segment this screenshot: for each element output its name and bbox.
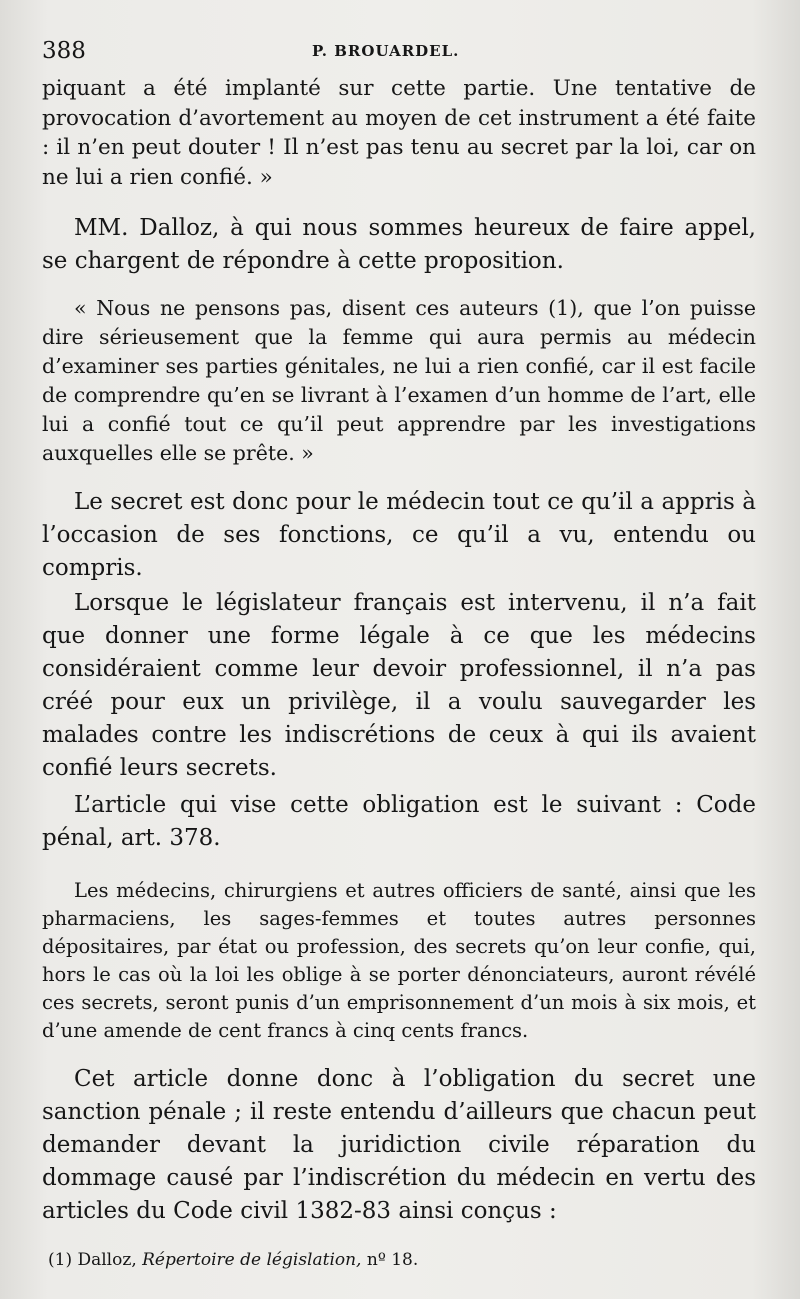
paragraph-code-penal-378: Les médecins, chirurgiens et autres officiers de santé, ainsi que les pharmaciens, les sages-femmes et toutes autres personnes dépositaires, par état ou profession, des secrets qu’on leur confie, qui, hors le cas où la loi les oblige à se porter dénonciateurs, auront révélé ces secrets, seront punis d’un emprisonnement d’un mois à six mois, et d’une amende de cent francs à cinq cents francs. bbox=[42, 879, 756, 1042]
paragraph-dalloz-quote: « Nous ne pensons pas, disent ces auteurs (1), que l’on puisse dire sérieusement que la femme qui aura permis au médecin d’examiner ses parties génitales, ne lui a rien confié, car il est facile de comprendre qu’en se livrant à l’examen d’un homme de l’art, elle lui a confié tout ce qu’il peut apprendre par les investigations auxquelles elle se prête. » bbox=[42, 296, 756, 465]
footnote-ref: nº 18. bbox=[366, 1250, 419, 1270]
paragraph-article-intro: L’article qui vise cette obligation est le suivant : Code pénal, art. 378. bbox=[42, 792, 756, 851]
footnote-title: Répertoire de législation, bbox=[142, 1250, 362, 1270]
running-head: P. BROUARDEL. bbox=[312, 42, 460, 60]
paragraph-continued: piquant a été implanté sur cette partie. Une tentative de provocation d’avortement au moyen de cet instrument a été faite : il n’en peut douter ! Il n’est pas tenu au secret par la loi, car on ne lui a rien confié. » bbox=[42, 76, 756, 190]
page-number: 388 bbox=[42, 38, 86, 64]
paragraph-civil-code: Cet article donne donc à l’obligation du secret une sanction pénale ; il reste entendu d’ailleurs que chacun peut demander devant la juridiction civile réparation du dommage causé par l’indiscrétion du médecin en vertu des articles du Code civil 1382-83 ainsi conçus : bbox=[42, 1066, 756, 1224]
page-header bbox=[42, 34, 756, 70]
paragraph-secret-definition: Le secret est donc pour le médecin tout ce qu’il a appris à l’occasion de ses fonctions, ce qu’il a vu, entendu ou compris. bbox=[42, 489, 756, 581]
footnote bbox=[42, 1248, 756, 1272]
footnote-marker: (1) Dalloz, bbox=[48, 1250, 137, 1270]
paragraph-legislator: Lorsque le législateur français est intervenu, il n’a fait que donner une forme légale à ce que les médecins considéraient comme leur devoir professionnel, il n’a pas créé pour eux un privilège, il a voulu sauvegarder les malades contre les indiscrétions de ceux à qui ils avaient confié leurs secrets. bbox=[42, 590, 756, 781]
paragraph-dalloz-intro: MM. Dalloz, à qui nous sommes heureux de faire appel, se chargent de répondre à cette proposition. bbox=[42, 215, 756, 274]
